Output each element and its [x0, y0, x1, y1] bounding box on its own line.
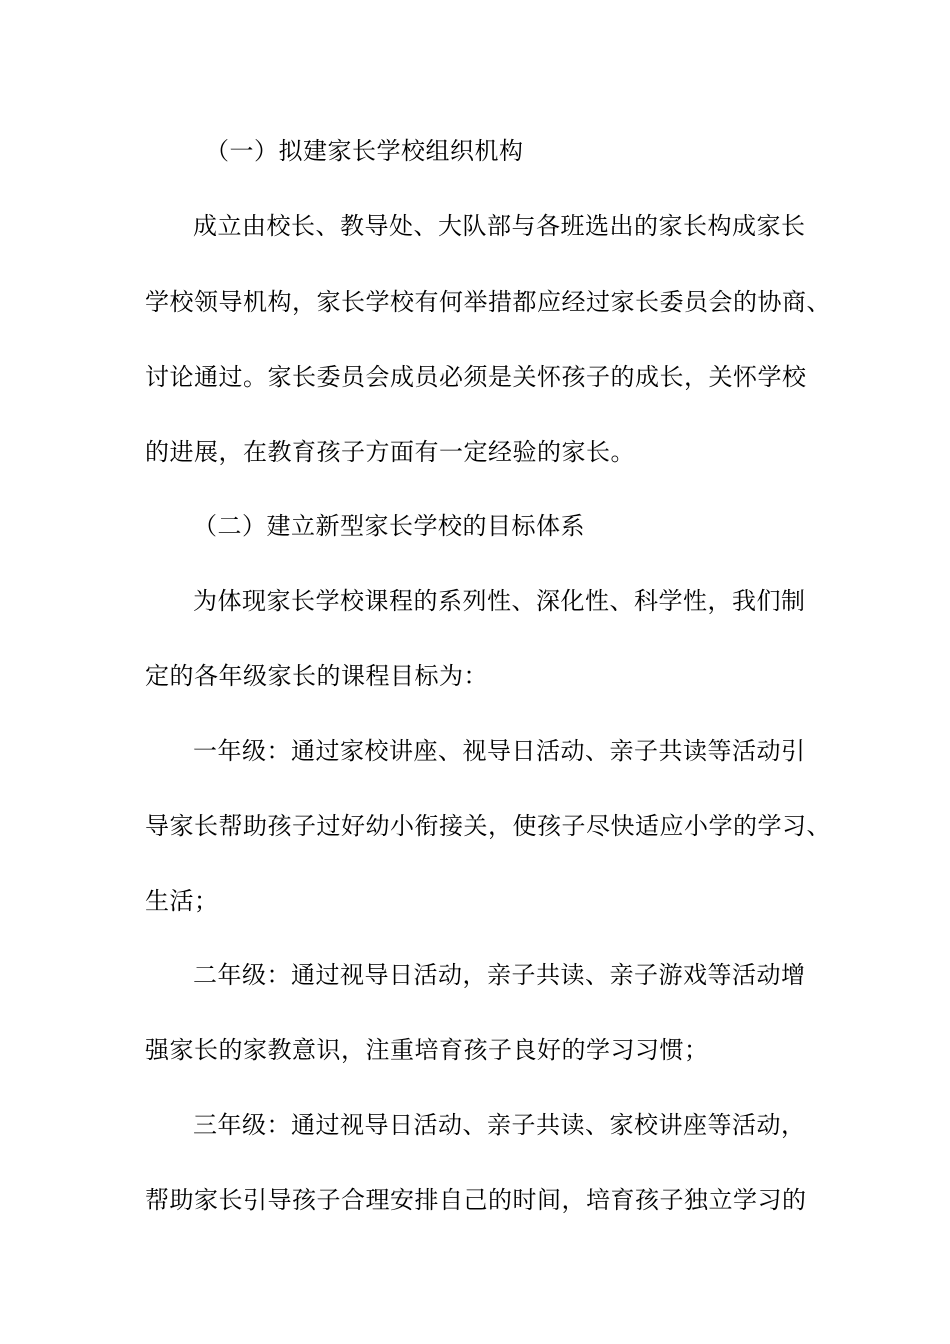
paragraph-line: 成立由校长、教导处、大队部与各班选出的家长构成家长 — [193, 212, 806, 240]
heading-2: （二）建立新型家长学校的目标体系 — [193, 512, 585, 540]
paragraph-line: 讨论通过。家长委员会成员必须是关怀孩子的成长，关怀学校 — [145, 363, 807, 391]
paragraph-line: 导家长帮助孩子过好幼小衔接关，使孩子尽快适应小学的学习、 — [145, 812, 831, 840]
paragraph-line: 学校领导机构，家长学校有何举措都应经过家长委员会的协商、 — [145, 288, 831, 316]
paragraph-line: 生活； — [145, 887, 219, 915]
paragraph-line: 一年级：通过家校讲座、视导日活动、亲子共读等活动引 — [193, 737, 806, 765]
paragraph-line: 二年级：通过视导日活动，亲子共读、亲子游戏等活动增 — [193, 961, 806, 989]
paragraph-line: 定的各年级家长的课程目标为： — [145, 662, 488, 690]
paragraph-line: 强家长的家教意识，注重培育孩子良好的学习习惯； — [145, 1036, 709, 1064]
paragraph-line: 三年级：通过视导日活动、亲子共读、家校讲座等活动， — [193, 1111, 806, 1139]
paragraph-line: 的进展，在教育孩子方面有一定经验的家长。 — [145, 438, 635, 466]
paragraph-line: 为体现家长学校课程的系列性、深化性、科学性，我们制 — [193, 587, 806, 615]
paragraph-line: 帮助家长引导孩子合理安排自己的时间，培育孩子独立学习的 — [145, 1186, 807, 1214]
heading-1: （一）拟建家长学校组织机构 — [205, 137, 524, 165]
